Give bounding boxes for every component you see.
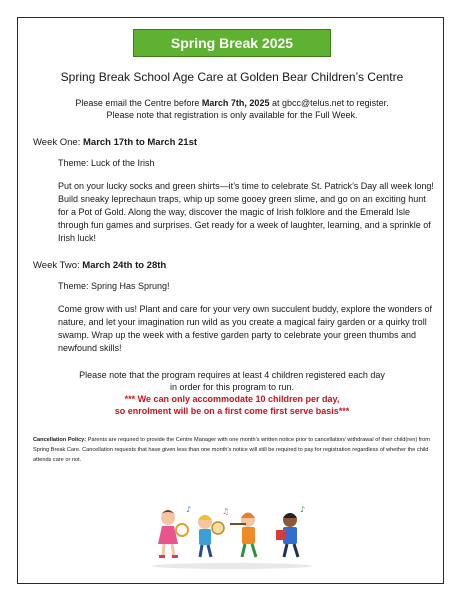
children-playing-instruments-icon xyxy=(150,500,315,570)
page-subtitle: Spring Break School Age Care at Golden Bear Children’s Centre xyxy=(60,70,404,84)
capacity-warning-1: *** We can only accommodate 10 children per day, xyxy=(124,394,340,404)
week-two-description: Come grow with us! Plant and care for your very own succulent buddy, explore the wonders of nature, and let your imagination run wild as you create a magical fairy garden or a quirky troll swamp. Wrap up the week with a festive garden party to celebrate your green thumbs and newfound skills! xyxy=(58,304,433,353)
intro-line1-post: at gbcc@telus.net to register. xyxy=(269,98,389,108)
week-two-heading xyxy=(33,260,166,271)
intro-line-1 xyxy=(30,97,434,109)
week-one-theme: Theme: Luck of the Irish xyxy=(58,158,155,168)
week-two-dates: March 24th to 28th xyxy=(82,260,167,271)
week-one-description: Put on your lucky socks and green shirts—it’s time to celebrate St. Patrick’s Day all week long! Build sneaky leprechaun traps, whip up some gooey green slime, and go on an exciting hunt for a Pot of Gold. Along the way, discover the magic of Irish folklore and the Emerald Isle through fun games and surprises. Get ready for a week of laughter, learning, and a sprinkle of Irish luck! xyxy=(58,181,434,243)
week-one-dates: March 17th to March 21st xyxy=(83,137,198,148)
note-line-1: Please note that the program requires at least 4 children registered each day xyxy=(79,370,385,380)
child-tambourine-icon xyxy=(198,515,224,557)
week-two-theme: Theme: Spring Has Sprung! xyxy=(58,281,170,291)
note-line-2: in order for this program to run. xyxy=(169,382,295,392)
intro-line-2: Please note that registration is only available for the Full Week. xyxy=(106,110,358,120)
intro-line1-pre: Please email the Centre before xyxy=(75,98,202,108)
svg-text:♪: ♪ xyxy=(186,505,192,514)
svg-text:♪: ♪ xyxy=(300,505,306,514)
svg-text:♫: ♫ xyxy=(222,507,230,516)
cancellation-text: Parents are required to provide the Centre Manager with one month’s written notice prior to cancellation/ withdrawal of their child(ren) from Spring Break Care. Cancellation requests that have given less than one month’s notice will still be required to pay for registration regardless of whether the child attends care or not. xyxy=(33,437,430,463)
minimum-enrolment-note xyxy=(40,369,424,417)
registration-intro xyxy=(30,97,434,121)
child-girl-icon xyxy=(158,505,191,558)
capacity-warning-2: so enrolment will be on a first come first serve basis*** xyxy=(114,406,350,416)
title-banner: Spring Break 2025 xyxy=(133,29,331,57)
week-two-label: Week Two: xyxy=(33,260,83,271)
child-accordion-icon xyxy=(276,505,305,557)
cancellation-label: Cancellation Policy: xyxy=(33,437,87,443)
child-flute-icon xyxy=(222,507,256,557)
registration-deadline: March 7th, 2025 xyxy=(201,98,270,108)
week-one-label: Week One: xyxy=(33,137,83,148)
cancellation-policy xyxy=(33,435,431,465)
week-one-heading xyxy=(33,137,197,148)
